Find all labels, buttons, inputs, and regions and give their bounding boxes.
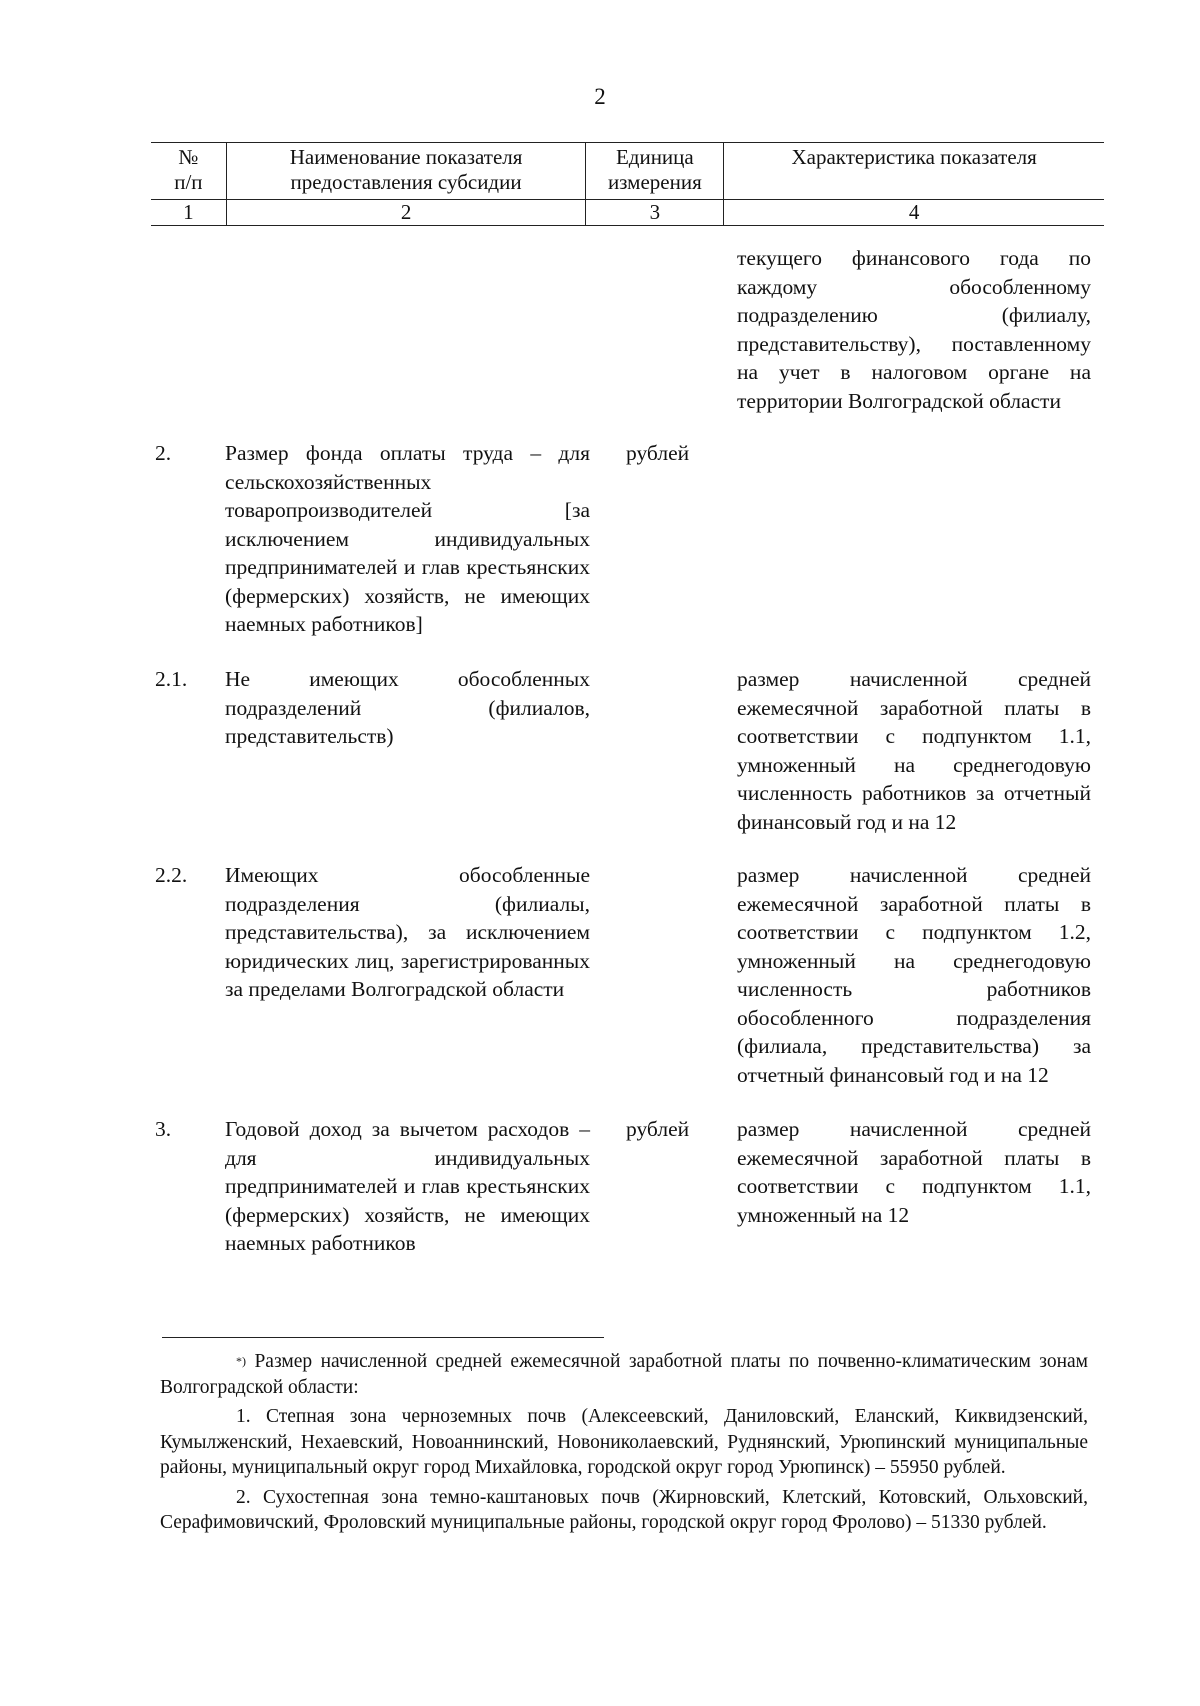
row-2-number: 2. — [155, 441, 172, 465]
footnotes — [160, 1349, 1088, 1540]
row-3-description: размер начисленной средней ежемесячной заработной платы в соответствии с подпунктом 1.1, умноженный на 12 — [737, 1117, 1091, 1227]
footnote-intro — [160, 1349, 1088, 1400]
row-2-2-description: размер начисленной средней ежемесячной заработной платы в соответствии с подпунктом 1.2, умноженный на среднегодовую численность работников обособленного подразделения (филиала, представительства) за отчетный финансовый год и на 12 — [737, 863, 1091, 1087]
row-2-2-name: Имеющих обособленные подразделения (филиалы, представительства), за исключением юридических лиц, зарегистрированных за пределами Волгоградской области — [225, 863, 590, 1001]
header-col-number-1: 1 — [151, 200, 226, 226]
header-indicator-name-column: Наименование показателя предоставления субсидии — [226, 143, 586, 200]
row-2-unit: рублей — [626, 441, 690, 465]
row-2-1-name: Не имеющих обособленных подразделений (филиалов, представительств) — [225, 667, 590, 748]
row-3-name: Годовой доход за вычетом расходов – для индивидуальных предпринимателей и глав крестьянских (фермерских) хозяйств, не имеющих наемных работников — [225, 1117, 590, 1255]
header-number-column: № п/п — [151, 143, 226, 200]
page-number: 2 — [594, 84, 606, 109]
row-2-2-number: 2.2. — [155, 863, 188, 887]
footnote-separator — [162, 1337, 604, 1338]
header-col-number-4: 4 — [724, 200, 1104, 226]
footnote-marker: *) — [236, 1354, 246, 1368]
header-characteristic-column: Характеристика показателя — [724, 143, 1104, 200]
row-3-unit: рублей — [626, 1117, 690, 1141]
header-col-number-2: 2 — [226, 200, 586, 226]
row-continuation-description: текущего финансового года по каждому обособленному подразделению (филиалу, представительству), поставленному на учет в налоговом органе на территории Волгоградской области — [737, 246, 1091, 413]
footnote-item-2: 2. Сухостепная зона темно-каштановых почв (Жирновский, Клетский, Котовский, Ольховский, Серафимовичский, Фроловский муниципальные районы, городской округ город Фролово) – 51330 рублей. — [160, 1486, 1088, 1533]
row-2-1-description: размер начисленной средней ежемесячной заработной платы в соответствии с подпунктом 1.1, умноженный на среднегодовую численность работников за отчетный финансовый год и на 12 — [737, 667, 1091, 834]
header-unit-column: Единица измерения — [586, 143, 724, 200]
header-col-number-3: 3 — [586, 200, 724, 226]
footnote-intro-text: Размер начисленной средней ежемесячной заработной платы по почвенно-климатическим зонам Волгоградской области: — [160, 1351, 1088, 1398]
row-2-name: Размер фонда оплаты труда – для сельскохозяйственных товаропроизводителей [за исключением индивидуальных предпринимателей и глав крестьянских (фермерских) хозяйств, не имеющих наемных работников] — [225, 441, 590, 636]
footnote-item-1: 1. Степная зона черноземных почв (Алексеевский, Даниловский, Еланский, Киквидзенский, Кумылженский, Нехаевский, Новоаннинский, Новониколаевский, Руднянский, Урюпинский муниципальные районы, муниципальный округ город Михайловка, городской округ город Урюпинск) – 55950 рублей. — [160, 1406, 1088, 1478]
table-header — [151, 142, 1104, 226]
row-2-1-number: 2.1. — [155, 667, 188, 691]
row-3-number: 3. — [155, 1117, 172, 1141]
